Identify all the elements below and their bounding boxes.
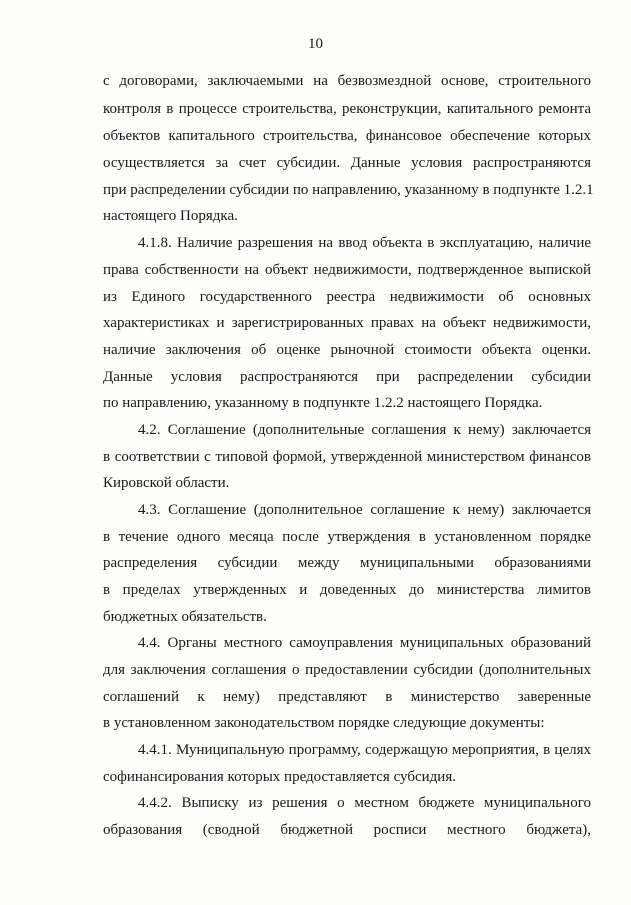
text-line: в соответствии с типовой формой, утвержденной министерством финансов [103, 449, 591, 465]
text-line: по направлению, указанному в подпункте 1.2.2 настоящего Порядка. [103, 395, 543, 411]
text-line: из Единого государственного реестра недвижимости об основных [103, 289, 591, 305]
text-line: Данные условия распространяются при распределении субсидии [103, 369, 591, 385]
text-line: 4.1.8. Наличие разрешения на ввод объекта в эксплуатацию, наличие [138, 235, 591, 251]
text-line: бюджетных обязательств. [103, 609, 267, 625]
text-line: 4.4.1. Муниципальную программу, содержащую мероприятия, в целях [138, 742, 591, 758]
text-line: софинансирования которых предоставляется субсидия. [103, 769, 456, 785]
text-line: в установленном законодательством порядке следующие документы: [103, 715, 545, 731]
text-line: в пределах утвержденных и доведенных до министерства лимитов [103, 582, 591, 598]
text-line: 4.3. Соглашение (дополнительное соглашение к нему) заключается [138, 502, 591, 518]
text-line: контроля в процессе строительства, реконструкции, капитального ремонта [103, 101, 591, 117]
text-line: с договорами, заключаемыми на безвозмездной основе, строительного [103, 73, 591, 89]
text-line: настоящего Порядка. [103, 208, 238, 224]
text-line: для заключения соглашения о предоставлении субсидии (дополнительных [103, 662, 591, 678]
text-line: Кировской области. [103, 475, 230, 491]
text-line: объектов капитального строительства, финансовое обеспечение которых [103, 128, 591, 144]
text-line: образования (сводной бюджетной росписи местного бюджета), [103, 822, 591, 838]
text-line: права собственности на объект недвижимости, подтвержденное выпиской [103, 262, 591, 278]
text-line: в течение одного месяца после утверждения в установленном порядке [103, 529, 591, 545]
text-line: 4.4.2. Выписку из решения о местном бюджете муниципального [138, 795, 591, 811]
text-line: соглашений к нему) представляют в министерство заверенные [103, 689, 591, 705]
text-line: распределения субсидии между муниципальными образованиями [103, 555, 591, 571]
text-line: 4.2. Соглашение (дополнительные соглашения к нему) заключается [138, 422, 591, 438]
text-line: характеристиках и зарегистрированных правах на объект недвижимости, [103, 315, 591, 331]
text-line: при распределении субсидии по направлению, указанному в подпункте 1.2.1 [103, 182, 594, 198]
text-line: осуществляется за счет субсидии. Данные условия распространяются [103, 155, 591, 171]
text-line: наличие заключения об оценке рыночной стоимости объекта оценки. [103, 342, 591, 358]
text-line: 4.4. Органы местного самоуправления муниципальных образований [138, 635, 591, 651]
page-number: 10 [308, 36, 323, 52]
